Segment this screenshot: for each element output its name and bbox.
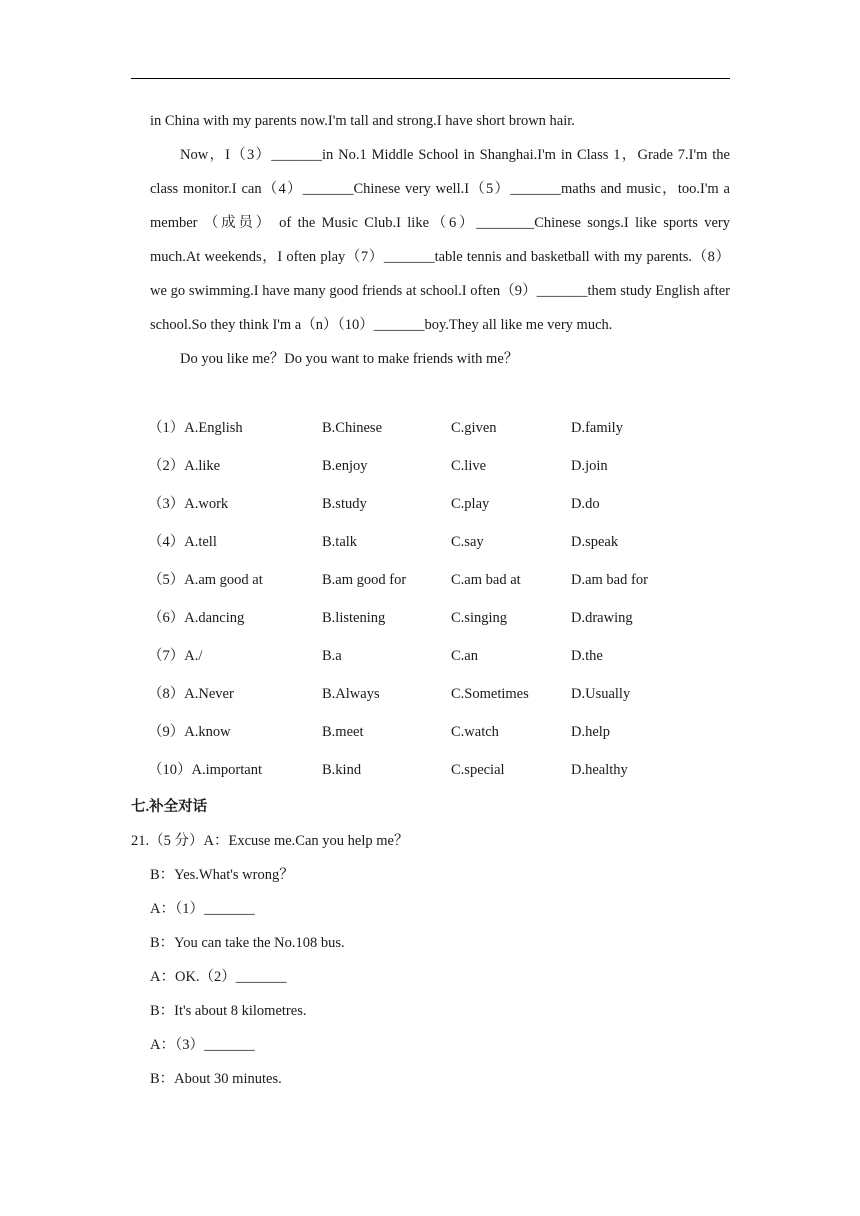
option-row [148,677,748,715]
option-row [148,525,748,563]
option-d: D.healthy [571,762,628,778]
option-d: D.the [571,648,603,664]
options-table [148,411,748,791]
option-a: （1）A.English [148,420,243,436]
option-a: （3）A.work [148,496,229,512]
dialogue-line: A：（1）_______ [150,901,255,917]
option-b: B.Always [322,686,380,702]
passage-line-1: in China with my parents now.I'm tall and strong.I have short brown hair. [150,113,575,129]
option-a: （6）A.dancing [148,610,245,626]
option-c: C.play [451,496,490,512]
dialogue-line: B：It's about 8 kilometres. [150,1003,307,1019]
option-d: D.family [571,420,623,436]
option-c: C.am bad at [451,572,521,588]
option-row [148,601,748,639]
option-c: C.special [451,762,505,778]
dialogue-line: B：You can take the No.108 bus. [150,935,345,951]
option-b: B.talk [322,534,358,550]
option-b: B.study [322,496,367,512]
option-b: B.meet [322,724,364,740]
option-a: （10）A.important [148,762,262,778]
option-row [148,753,748,791]
option-c: C.singing [451,610,507,626]
option-a: （2）A.like [148,458,221,474]
option-c: C.Sometimes [451,686,529,702]
option-row [148,715,748,753]
option-row [148,563,748,601]
option-c: C.given [451,420,497,436]
option-a: （5）A.am good at [148,572,263,588]
cloze-passage [150,104,730,376]
option-b: B.a [322,648,342,664]
option-row [148,411,748,449]
option-b: B.enjoy [322,458,368,474]
option-d: D.join [571,458,608,474]
option-d: D.Usually [571,686,631,702]
option-b: B.kind [322,762,362,778]
option-a: （7）A./ [148,648,203,664]
question-stem: 21.（5 分）A：Excuse me.Can you help me？ [131,833,409,849]
option-d: D.help [571,724,611,740]
option-b: B.Chinese [322,420,383,436]
section-heading: 七.补全对话 [131,799,208,815]
option-b: B.listening [322,610,386,626]
dialogue-line: A：OK.（2）_______ [150,969,287,985]
option-a: （4）A.tell [148,534,217,550]
dialogue-line: B：Yes.What's wrong？ [150,867,294,883]
option-c: C.watch [451,724,499,740]
option-b: B.am good for [322,572,407,588]
option-d: D.am bad for [571,572,648,588]
option-a: （8）A.Never [148,686,234,702]
dialogue [150,858,345,1096]
option-c: C.live [451,458,487,474]
option-d: D.speak [571,534,619,550]
option-d: D.do [571,496,600,512]
option-row [148,487,748,525]
option-row [148,449,748,487]
option-a: （9）A.know [148,724,231,740]
dialogue-line: A：（3）_______ [150,1037,255,1053]
option-d: D.drawing [571,610,633,626]
passage-paragraph-3: Do you like me？Do you want to make friends with me？ [180,351,519,367]
option-c: C.an [451,648,478,664]
header-rule [131,78,730,79]
option-c: C.say [451,534,484,550]
dialogue-line: B：About 30 minutes. [150,1071,282,1087]
passage-paragraph-2: Now，I（3）_______in No.1 Middle School in Shanghai.I'm in Class 1，Grade 7.I'm the class monitor.I can（4）_______Chinese very well.I（5）_______maths and music，too.I'm a member （成员） of the Music Club.I like（6）________Chinese songs.I like sports very much.At weekends，I often play（7）_______table tennis and basketball with my parents.（8）we go swimming.I have many good friends at school.I often（9）_______them study English after school.So they think I'm a（n）（10）_______boy.They all like me very much. [150,147,730,333]
option-row [148,639,748,677]
